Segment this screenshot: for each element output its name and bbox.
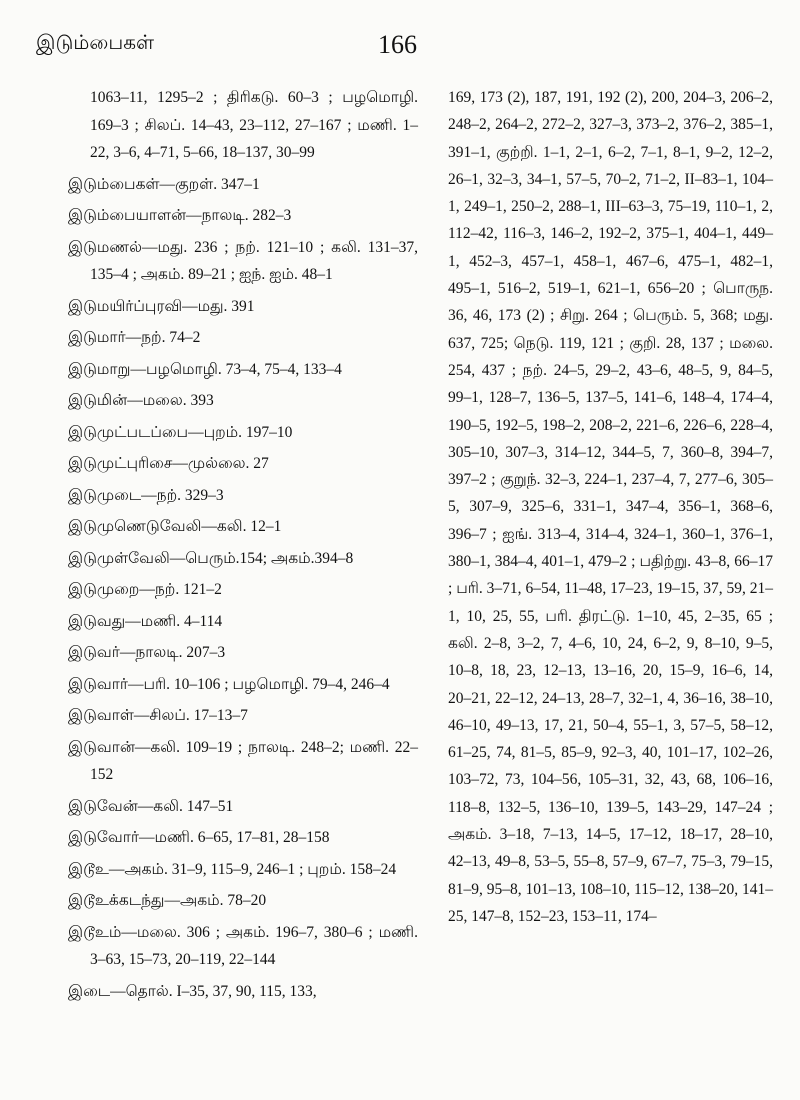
index-entry: இடுவது—மணி. 4–114 — [68, 612, 223, 630]
index-entry: இடுமுறை—நற். 121–2 — [68, 581, 222, 598]
index-entry: இடுமுள்வேலி—பெரும்.154; அகம்.394–8 — [68, 549, 354, 567]
index-entry: இடுமயிர்ப்புரவி—மது. 391 — [68, 297, 255, 315]
index-entry: 1063–11, 1295–2 ; திரிகடு. 60–3 ; பழமொழி. 169–3 ; சிலப். 14–43, 23–112, 27–167 ; மணி. 1–22, 3–6, 4–71, 5–66, 18–137, 30–99 — [90, 89, 418, 161]
index-entry: இடுவேன்—கலி. 147–51 — [68, 797, 234, 815]
index-entry: இடும்பைகள்—குறள். 347–1 — [68, 175, 260, 193]
index-entry: இடூஉக்கடந்து—அகம். 78–20 — [68, 892, 267, 909]
index-entry-continuation: 169, 173 (2), 187, 191, 192 (2), 200, 204–3, 206–2, 248–2, 264–2, 272–2, 327–3, 373–2, 376–2, 385–1, 391–1, குற்றி. 1–1, 2–1, 6–2, 7–1, 8–1, 9–2, 12–2, 26–1, 32–3, 34–1, 57–5, 70–2, 71–2, II–83–1, 104–1, 249–1, 250–2, 288–1, III–63–3, 75–19, 110–1, 2, 112–42, 116–3, 146–2, 192–2, 375–1, 404–1, 449–1, 452–3, 457–1, 458–1, 467–6, 475–1, 482–1, 495–1, 516–2, 519–1, 621–1, 656–20 ; பொருந. 36, 46, 173 (2) ; சிறு. 264 ; பெரும். 5, 368; மது. 637, 725; நெடு. 119, 121 ; குறி. 28, 137 ; மலை. 254, 437 ; நற். 24–5, 29–2, 43–6, 48–5, 9, 84–5, 99–1, 128–7, 136–5, 137–5, 141–6, 148–4, 174–4, 190–5, 192–5, 198–2, 208–2, 221–6, 226–6, 228–4, 305–10, 307–3, 314–12, 344–5, 7, 360–8, 394–7, 397–2 ; குறுந். 32–3, 224–1, 237–4, 7, 277–6, 305–5, 307–9, 325–6, 331–1, 347–4, 356–1, 368–6, 396–7 ; ஐங். 313–4, 314–4, 324–1, 360–1, 376–1, 380–1, 384–4, 401–1, 479–2 ; பதிற்று. 43–8, 66–17 ; பரி. 3–71, 6–54, 11–48, 17–23, 19–15, 37, 59, 21–1, 10, 25, 55, பரி. திரட்டு. 1–10, 45, 2–35, 65 ; கலி. 2–8, 3–2, 7, 4–6, 10, 24, 6–2, 9, 8–10, 9–5, 10–8, 18, 23, 12–13, 13–16, 20, 15–9, 16–6, 14, 20–21, 22–12, 24–13, 28–7, 32–1, 4, 36–16, 38–10, 46–10, 49–13, 17, 21, 50–4, 55–1, 3, 57–5, 58–12, 61–25, 74, 81–5, 85–9, 92–3, 40, 101–17, 102–26, 103–72, 73, 104–56, 105–31, 32, 43, 68, 106–16, 118–8, 132–5, 136–10, 139–5, 143–29, 147–24 ; அகம். 3–18, 7–13, 14–5, 17–12, 18–17, 28–10, 42–13, 49–8, 53–5, 55–8, 57–9, 67–7, 75–3, 79–15, 81–9, 95–8, 101–13, 108–10, 115–12, 138–20, 141–25, 147–8, 152–23, 153–11, 174– — [448, 89, 773, 925]
index-entry: இடுமார்—நற். 74–2 — [68, 329, 201, 346]
index-entry: இடுமின்—மலை. 393 — [68, 392, 214, 409]
index-entry: இடுவோர்—மணி. 6–65, 17–81, 28–158 — [68, 829, 330, 846]
index-entry: இடுமணல்—மது. 236 ; நற். 121–10 ; கலி. 131–37, 135–4 ; அகம். 89–21 ; ஐந். ஐம். 48–1 — [68, 238, 418, 283]
index-entry: இடூஉ—அகம். 31–9, 115–9, 246–1 ; புறம். 158–24 — [68, 860, 397, 878]
right-column — [448, 84, 773, 930]
index-entry: இடுவான்—கலி. 109–19 ; நாலடி. 248–2; மணி. 22–152 — [68, 738, 418, 783]
index-entry: இடும்பையாளன்—நாலடி. 282–3 — [68, 207, 292, 224]
page-number: 166 — [378, 30, 417, 59]
index-entry: இடுமுடை—நற். 329–3 — [68, 486, 224, 504]
index-entry: இடுமுட்புரிசை—முல்லை. 27 — [68, 455, 269, 472]
index-entry: இடுவர்—நாலடி. 207–3 — [68, 644, 226, 661]
index-entry: இடுவாள்—சிலப். 17–13–7 — [68, 707, 248, 724]
index-entry: இடுமாறு—பழமொழி. 73–4, 75–4, 133–4 — [68, 360, 342, 378]
index-entry: இடூஉம்—மலை. 306 ; அகம். 196–7, 380–6 ; மணி. 3–63, 15–73, 20–119, 22–144 — [68, 923, 418, 968]
index-entry: இடுமுட்படப்பை—புறம். 197–10 — [68, 423, 293, 441]
index-entry: இடுமுணெடுவேலி—கலி. 12–1 — [68, 518, 282, 535]
index-entry: இடுவார்—பரி. 10–106 ; பழமொழி. 79–4, 246–4 — [68, 675, 390, 693]
index-entry: இடை—தொல். I–35, 37, 90, 115, 133, — [68, 982, 317, 1000]
left-column — [68, 84, 418, 1009]
running-head: இடும்பைகள் — [36, 30, 155, 54]
